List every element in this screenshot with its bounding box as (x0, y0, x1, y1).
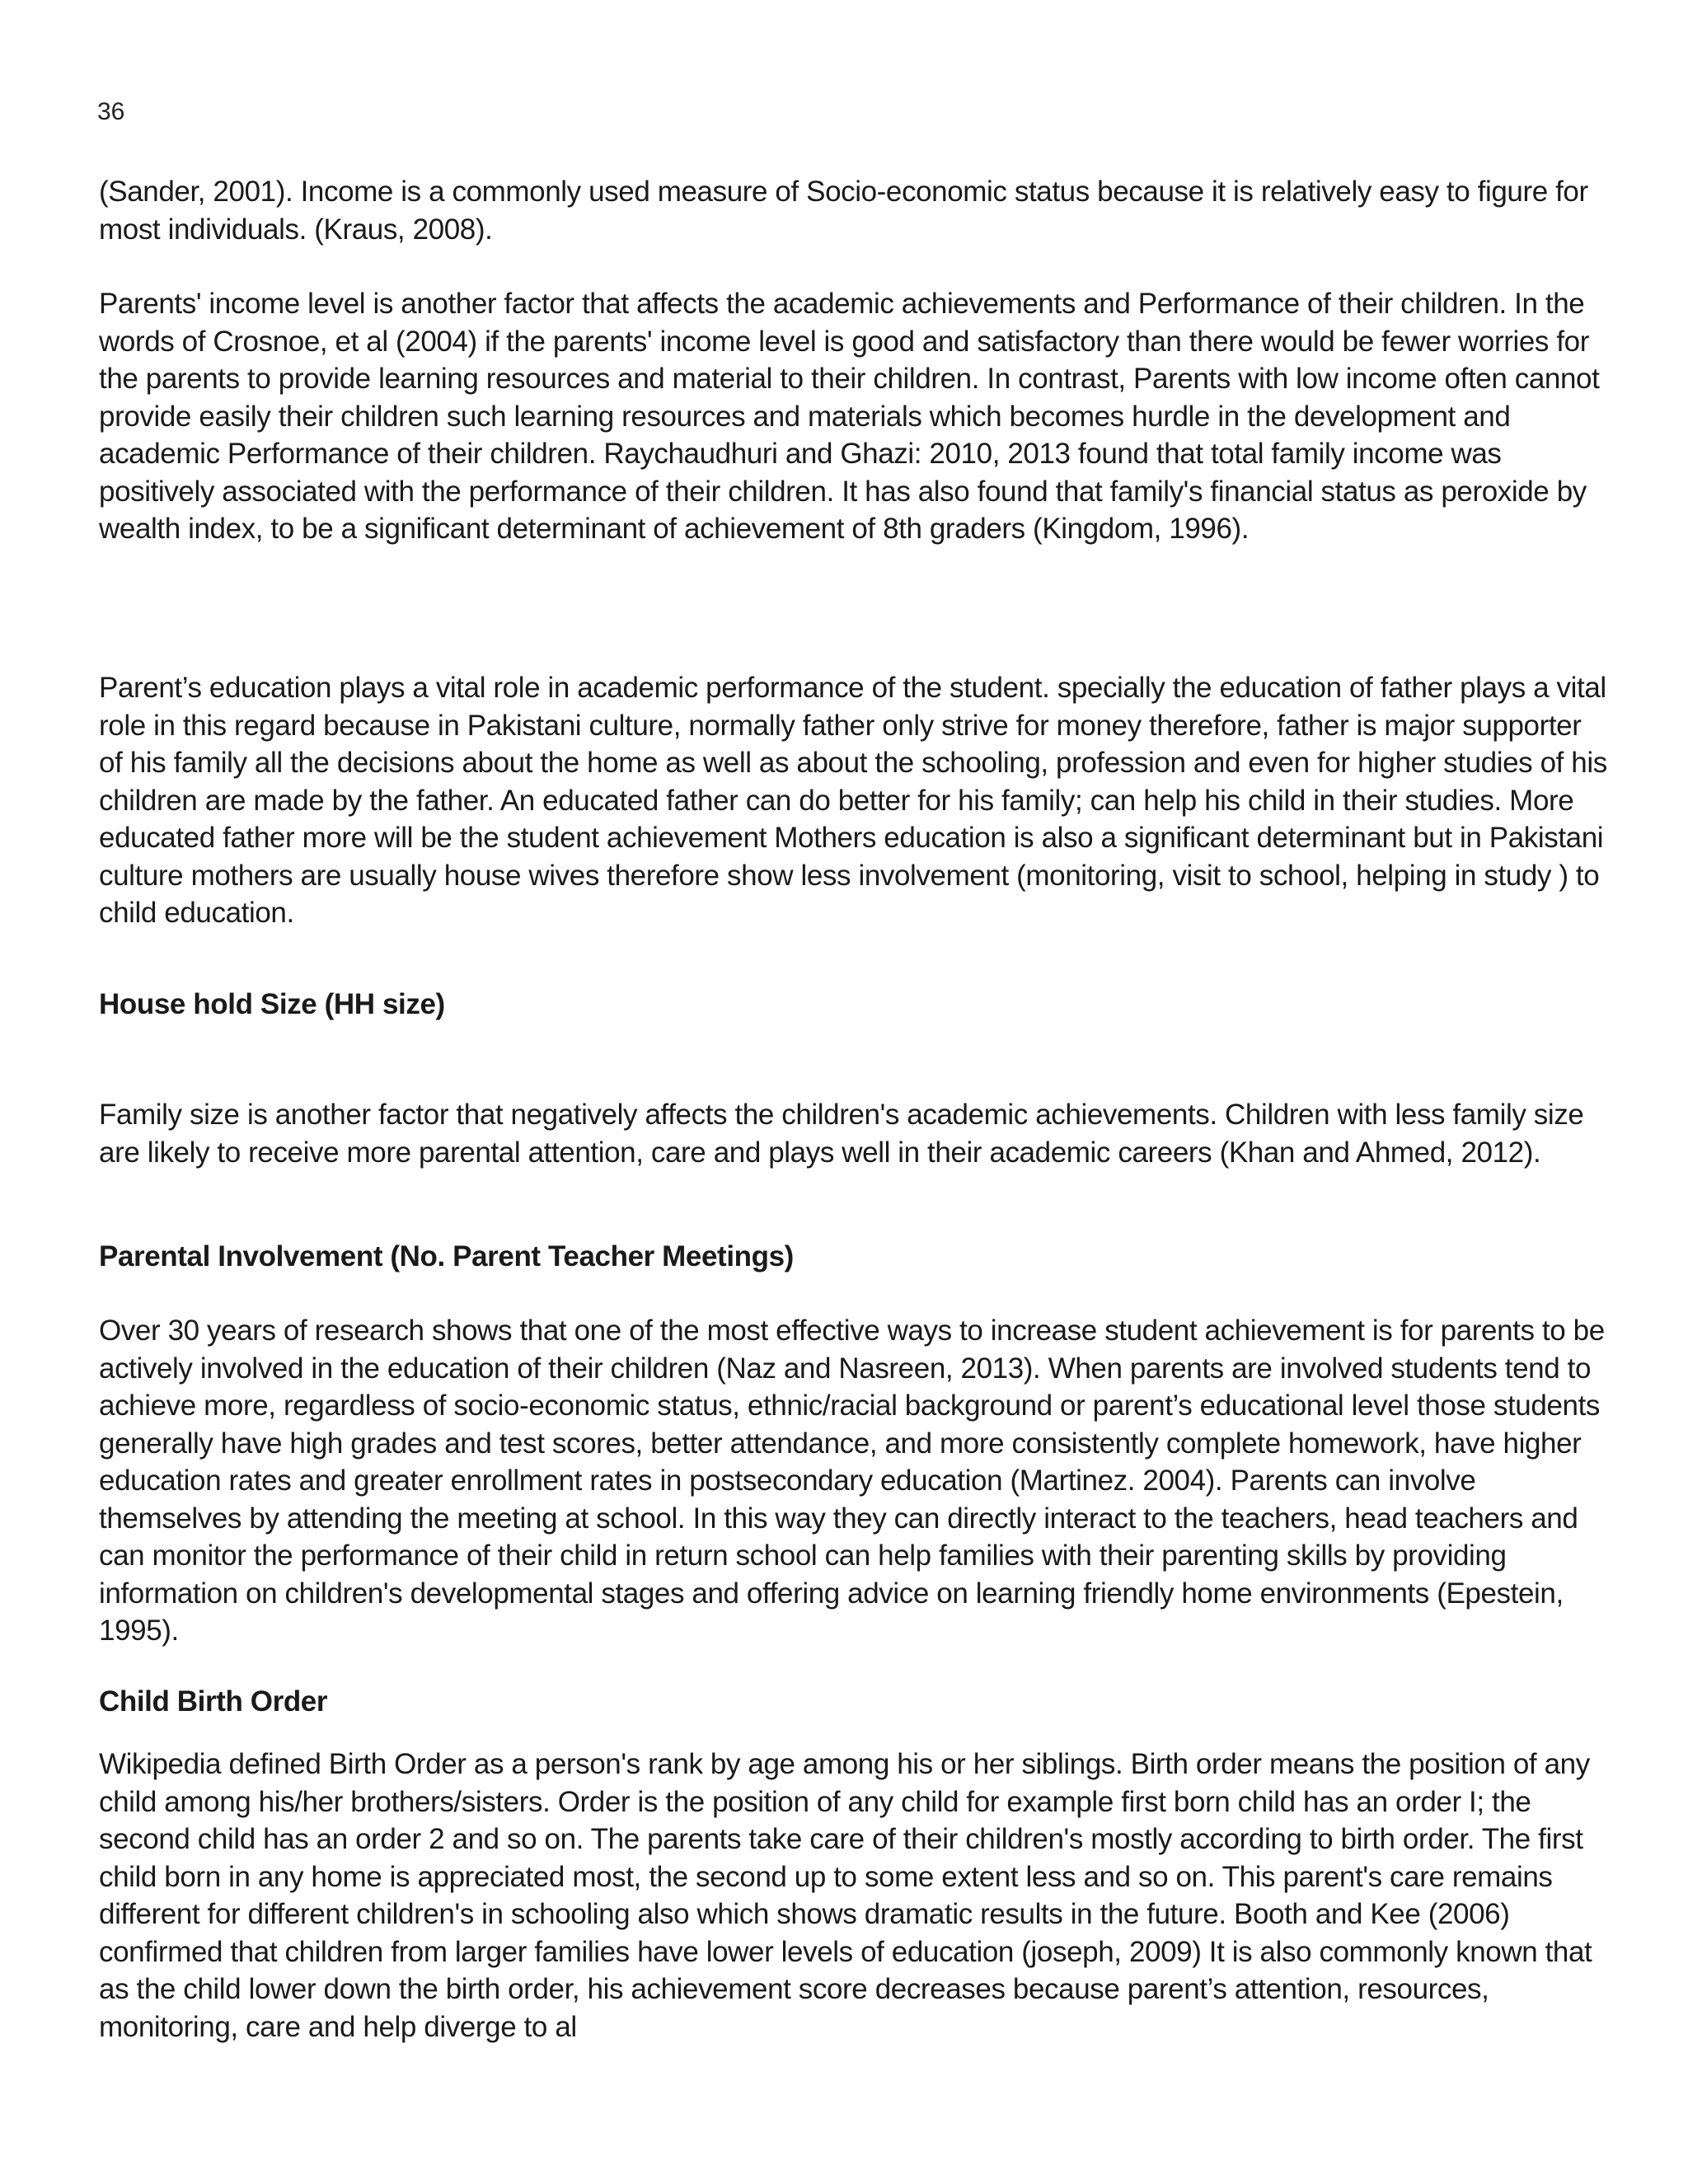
heading-child-birth-order: Child Birth Order (99, 1685, 328, 1718)
paragraph-parents-education: Parent’s education plays a vital role in academic performance of the student. specially the education of father plays a vital role in this regard because in Pakistani culture, normally father only strive for money therefore, father is major supporter of his family all the decisions about the home as well as about the schooling, profession and even for higher studies of his children are made by the father. An educated father can do better for his family; can help his child in their studies. More educated father more will be the student achievement Mothers education is also a significant determinant but in Pakistani culture mothers are usually house wives therefore show less involvement (monitoring, visit to school, helping in study ) to child education. (99, 672, 1607, 929)
paragraph-parental-involvement: Over 30 years of research shows that one of the most effective ways to increase student achievement is for parents to be actively involved in the education of their children (Naz and Nasreen, 2013). When parents are involved students tend to achieve more, regardless of socio-economic status, ethnic/racial background or parent’s educational level those students generally have high grades and test scores, better attendance, and more consistently complete homework, have higher education rates and greater enrollment rates in postsecondary education (Martinez. 2004). Parents can involve themselves by attending the meeting at school. In this way they can directly interact to the teachers, head teachers and can monitor the performance of their child in return school can help families with their parenting skills by providing information on children's developmental stages and offering advice on learning friendly home environments (Epestein, 1995). (99, 1315, 1605, 1647)
paragraph-income-measure: (Sander, 2001). Income is a commonly used measure of Socio-economic status because it is relatively easy to figure for most individuals. (Kraus, 2008). (99, 176, 1588, 246)
paragraph-birth-order: Wikipedia defined Birth Order as a person's rank by age among his or her siblings. Birth order means the position of any child among his/her brothers/sisters. Order is the position of any child for example first born child has an order I; the second child has an order 2 and so on. The parents take care of their children's mostly according to birth order. The first child born in any home is appreciated most, the second up to some extent less and so on. This parent's care remains different for different children's in schooling also which shows dramatic results in the future. Booth and Kee (2006) confirmed that children from larger families have lower levels of education (joseph, 2009) It is also commonly known that as the child lower down the birth order, his achievement score decreases because parent’s attention, resources, monitoring, care and help diverge to al (99, 1748, 1592, 2043)
paragraph-parents-income: Parents' income level is another factor that affects the academic achievements and Performance of their children. In the words of Crosnoe, et al (2004) if the parents' income level is good and satisfactory than there would be fewer worries for the parents to provide learning resources and material to their children. In contrast, Parents with low income often cannot provide easily their children such learning resources and materials which becomes hurdle in the development and academic Performance of their children. Raychaudhuri and Ghazi: 2010, 2013 found that total family income was positively associated with the performance of their children. It has also found that family's financial status as peroxide by wealth index, to be a significant determinant of achievement of 8th graders (Kingdom, 1996). (99, 288, 1600, 545)
heading-household-size: House hold Size (HH size) (99, 988, 445, 1020)
paragraph-family-size: Family size is another factor that negatively affects the children's academic achievements. Children with less family size are likely to receive more parental attention, care and plays well in their academic careers (Khan and Ahmed, 2012). (99, 1099, 1584, 1169)
heading-parental-involvement: Parental Involvement (No. Parent Teacher Meetings) (99, 1240, 794, 1272)
page-number: 36 (97, 98, 125, 125)
